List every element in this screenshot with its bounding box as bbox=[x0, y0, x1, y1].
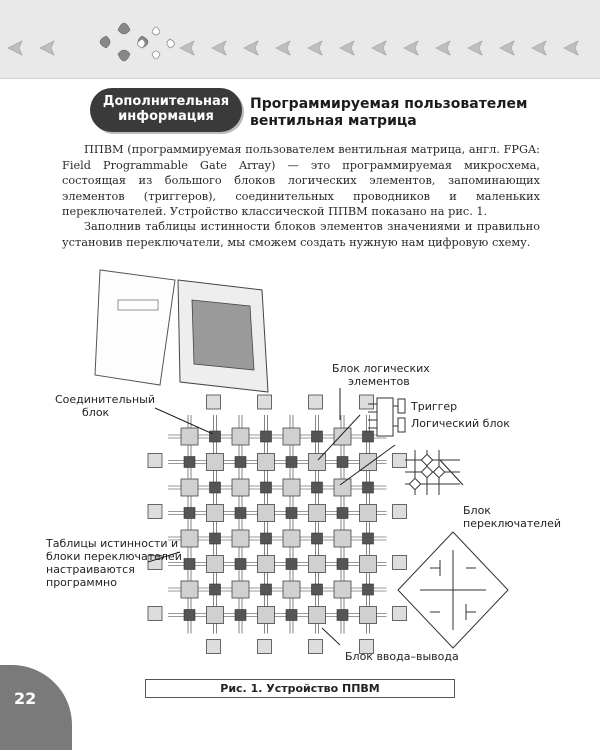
badge-line-1: Дополнительная bbox=[102, 94, 230, 109]
connection-block bbox=[312, 533, 323, 544]
label-truth-4: программно bbox=[46, 576, 117, 589]
connection-block bbox=[235, 508, 246, 519]
logic-block bbox=[334, 428, 351, 445]
additional-info-badge bbox=[90, 88, 242, 132]
label-logic-elements-2: элементов bbox=[348, 375, 410, 388]
section-heading bbox=[250, 96, 528, 130]
switch-block-detail bbox=[405, 450, 460, 495]
logic-block bbox=[309, 607, 326, 624]
connection-block bbox=[235, 559, 246, 570]
connection-block bbox=[261, 431, 272, 442]
logic-block bbox=[258, 607, 275, 624]
logic-block bbox=[258, 556, 275, 573]
connection-block bbox=[261, 533, 272, 544]
connection-block bbox=[235, 610, 246, 621]
label-switch-block-1: Блок bbox=[463, 504, 491, 517]
io-block bbox=[309, 395, 323, 409]
connection-block bbox=[312, 584, 323, 595]
logic-block bbox=[283, 581, 300, 598]
chip-illustration bbox=[95, 270, 268, 392]
label-io-block: Блок ввода–вывода bbox=[345, 650, 459, 663]
connection-block bbox=[337, 457, 348, 468]
label-connect-block-2: блок bbox=[82, 406, 110, 419]
label-truth-2: блоки переключателей bbox=[46, 550, 182, 563]
page-number-tab bbox=[0, 665, 72, 750]
connection-block bbox=[363, 584, 374, 595]
logic-block bbox=[360, 454, 377, 471]
io-block bbox=[393, 556, 407, 570]
connection-block bbox=[312, 431, 323, 442]
connection-block bbox=[363, 482, 374, 493]
figure-caption: Рис. 1. Устройство ППВМ bbox=[145, 679, 455, 698]
connection-block bbox=[184, 457, 195, 468]
logic-block bbox=[232, 428, 249, 445]
logic-block bbox=[283, 479, 300, 496]
logic-block bbox=[360, 556, 377, 573]
connection-block bbox=[286, 457, 297, 468]
logic-block bbox=[181, 479, 198, 496]
label-switch-block-2: переключателей bbox=[463, 517, 562, 530]
logic-block bbox=[207, 454, 224, 471]
label-logic-elements-1: Блок логических bbox=[332, 362, 430, 375]
decorative-pattern bbox=[0, 0, 600, 78]
logic-block bbox=[309, 454, 326, 471]
io-block bbox=[148, 607, 162, 621]
connection-block bbox=[286, 610, 297, 621]
connection-block bbox=[210, 482, 221, 493]
io-block bbox=[393, 505, 407, 519]
heading-line-2: вентильная матрица bbox=[250, 113, 417, 129]
paragraph-truth-tables: Заполнив таблицы истинности блоков элементов значениями и правильно установив переключатели, мы сможем создать нужную нам цифровую схему. bbox=[62, 220, 540, 249]
connection-block bbox=[337, 559, 348, 570]
flower-ornament-light bbox=[138, 27, 175, 59]
logic-block bbox=[207, 607, 224, 624]
logic-block bbox=[207, 505, 224, 522]
io-block bbox=[309, 640, 323, 654]
logic-block bbox=[334, 530, 351, 547]
heading-line-1: Программируемая пользователем bbox=[250, 96, 528, 112]
connection-block bbox=[184, 559, 195, 570]
label-connect-block-1: Соединительный bbox=[55, 393, 155, 406]
io-block bbox=[258, 395, 272, 409]
logic-block bbox=[181, 530, 198, 547]
logic-block bbox=[309, 505, 326, 522]
label-logic-block: Логический блок bbox=[411, 417, 510, 430]
connection-block bbox=[363, 431, 374, 442]
logic-block bbox=[181, 581, 198, 598]
logic-block bbox=[360, 505, 377, 522]
paragraph-intro: ППВМ (программируемая пользователем вентильная матрица, англ. FPGA: Field Programmable Gate Array) — это программируемая микросхема, состоящая из большого блоков логических элементов, запоминающих элементов (триггеров), соединительных проводников и маленьких переключателей. Устройство классической ППВМ показано на рис. 1. bbox=[62, 143, 540, 218]
io-block bbox=[360, 395, 374, 409]
logic-block bbox=[232, 479, 249, 496]
label-trigger: Триггер bbox=[411, 400, 458, 413]
io-block bbox=[207, 395, 221, 409]
logic-block bbox=[360, 607, 377, 624]
connection-block bbox=[363, 533, 374, 544]
connection-block bbox=[261, 482, 272, 493]
logic-block bbox=[258, 454, 275, 471]
logic-block bbox=[283, 530, 300, 547]
connection-block bbox=[235, 457, 246, 468]
connection-block bbox=[286, 508, 297, 519]
label-truth-3: настраиваются bbox=[46, 563, 135, 576]
fpga-diagram bbox=[0, 250, 600, 670]
logic-block bbox=[309, 556, 326, 573]
io-block bbox=[393, 454, 407, 468]
io-block bbox=[148, 505, 162, 519]
logic-block bbox=[283, 428, 300, 445]
logic-block bbox=[334, 581, 351, 598]
logic-block bbox=[232, 530, 249, 547]
connection-block bbox=[210, 533, 221, 544]
logic-block bbox=[207, 556, 224, 573]
page-number: 22 bbox=[14, 689, 37, 708]
logic-block bbox=[334, 479, 351, 496]
badge-line-2: информация bbox=[118, 109, 214, 124]
io-block bbox=[148, 454, 162, 468]
connection-block bbox=[261, 584, 272, 595]
logic-block bbox=[181, 428, 198, 445]
logic-block bbox=[232, 581, 249, 598]
io-block bbox=[258, 640, 272, 654]
connection-block bbox=[312, 482, 323, 493]
connection-block bbox=[210, 584, 221, 595]
connection-block bbox=[184, 508, 195, 519]
connection-block bbox=[337, 610, 348, 621]
logic-element-detail bbox=[368, 398, 405, 436]
io-block bbox=[207, 640, 221, 654]
logic-block bbox=[258, 505, 275, 522]
connection-block bbox=[337, 508, 348, 519]
decorative-header-band bbox=[0, 0, 600, 79]
label-truth-1: Таблицы истинности и bbox=[46, 537, 179, 550]
io-block bbox=[393, 607, 407, 621]
logic-block-grid bbox=[148, 395, 407, 654]
connection-block bbox=[286, 559, 297, 570]
diamond-switch-detail bbox=[398, 532, 508, 648]
connection-block bbox=[184, 610, 195, 621]
